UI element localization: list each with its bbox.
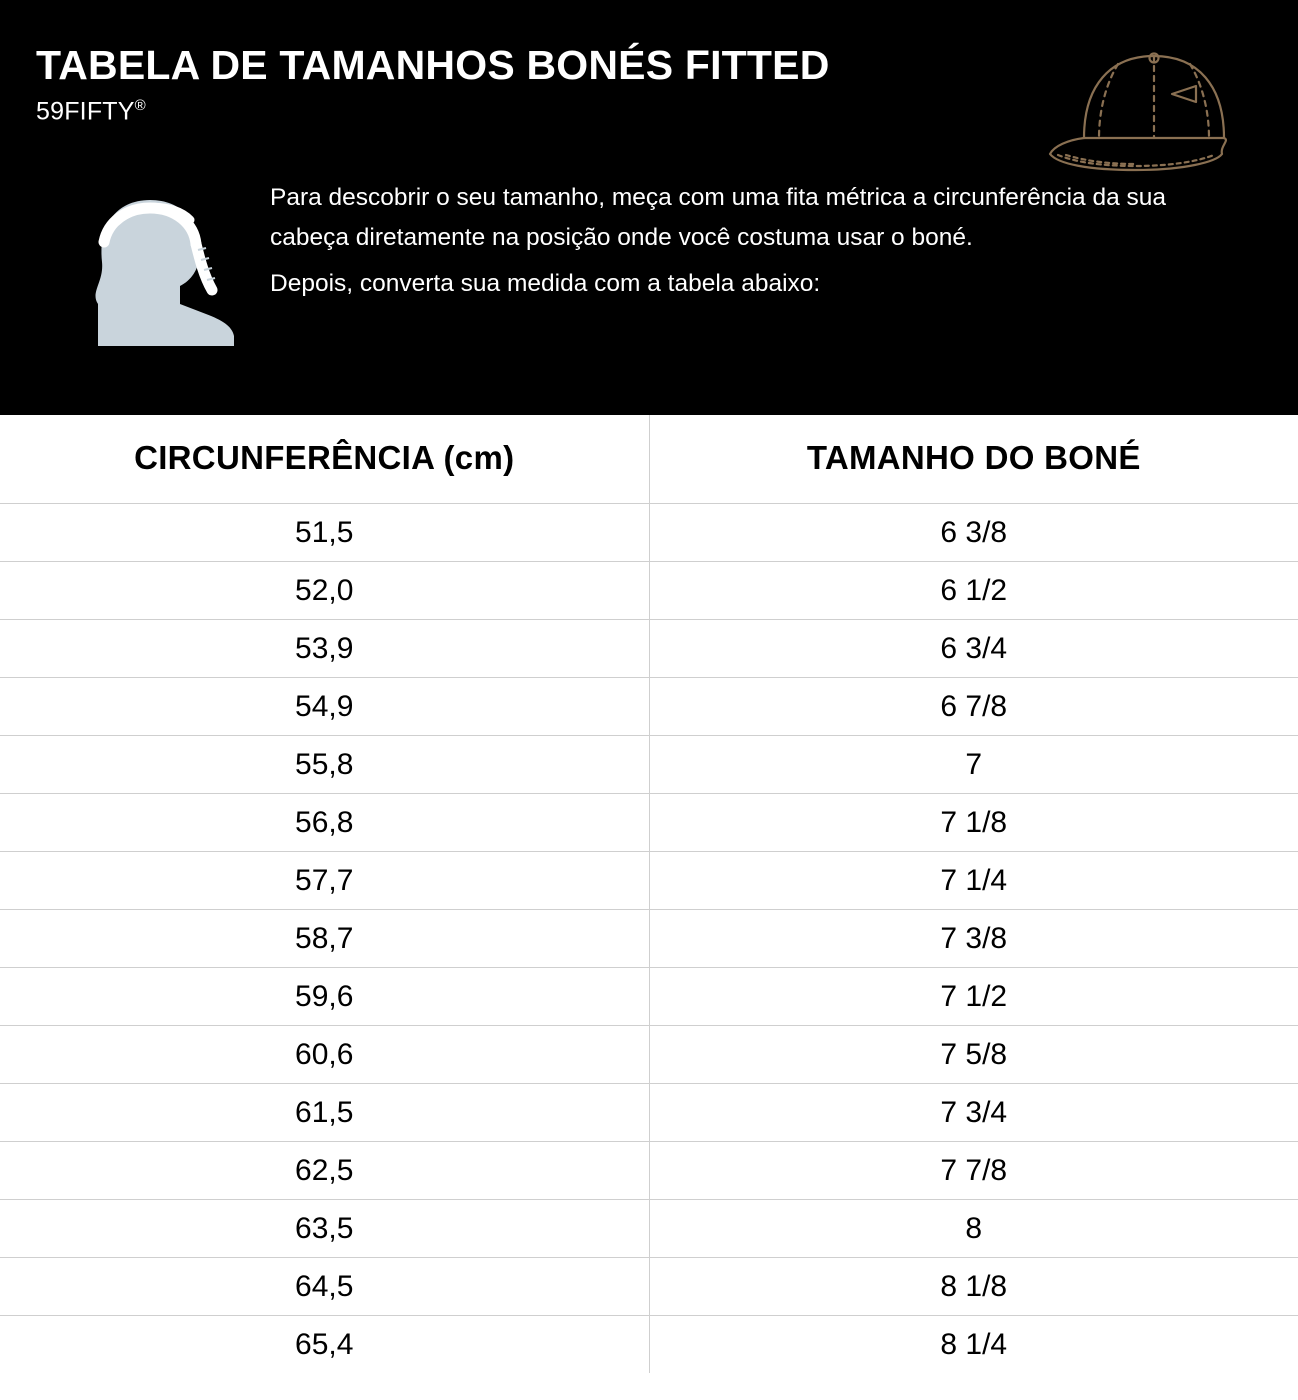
table-row (0, 852, 1298, 910)
cell-cap-size: 7 1/8 (649, 794, 1298, 852)
table-header-row (0, 415, 1298, 504)
size-conversion-table (0, 415, 1298, 1373)
cell-cap-size: 7 3/4 (649, 1084, 1298, 1142)
cell-circumference: 54,9 (0, 678, 649, 736)
cell-circumference: 53,9 (0, 620, 649, 678)
table-row (0, 1200, 1298, 1258)
column-header-circumference: CIRCUNFERÊNCIA (cm) (0, 415, 649, 504)
table-row (0, 562, 1298, 620)
cell-circumference: 51,5 (0, 504, 649, 562)
table-row (0, 1026, 1298, 1084)
cell-circumference: 58,7 (0, 910, 649, 968)
new-era-cap-icon (1044, 42, 1264, 177)
cell-circumference: 61,5 (0, 1084, 649, 1142)
table-row (0, 736, 1298, 794)
cell-cap-size: 7 5/8 (649, 1026, 1298, 1084)
cell-cap-size: 6 3/4 (649, 620, 1298, 678)
cell-cap-size: 8 1/4 (940, 1328, 1008, 1361)
cell-circumference: 64,5 (0, 1258, 649, 1316)
cell-cap-size: 6 3/8 (649, 504, 1298, 562)
cell-circumference: 59,6 (0, 968, 649, 1026)
table-row (0, 620, 1298, 678)
subtitle-text: 59FIFTY (36, 97, 135, 126)
instructions-text (270, 164, 1250, 309)
table-row (0, 910, 1298, 968)
cell-circumference: 55,8 (0, 736, 649, 794)
table-row (0, 794, 1298, 852)
cell-cap-size: 7 3/8 (649, 910, 1298, 968)
document-header (0, 0, 1298, 415)
table-row (0, 1316, 1298, 1374)
instructions-block (36, 164, 1262, 349)
table-row (0, 678, 1298, 736)
cell-circumference: 60,6 (0, 1026, 649, 1084)
registered-mark: ® (134, 97, 146, 115)
table-row (0, 968, 1298, 1026)
instruction-line-1: Para descobrir o seu tamanho, meça com uma fita métrica a circunferência da sua cabeça diretamente na posição onde você costuma usar o boné. (270, 184, 1167, 252)
page-title: TABELA DE TAMANHOS BONÉS FITTED (36, 42, 830, 88)
cell-cap-size: 8 (649, 1200, 1298, 1258)
cell-cap-size: 7 1/4 (649, 852, 1298, 910)
cell-circumference: 65,4 (0, 1316, 649, 1374)
cell-circumference: 56,8 (0, 794, 649, 852)
head-with-tape-measure-icon (54, 164, 244, 349)
cell-cap-size: 8 1/8 (649, 1258, 1298, 1316)
instruction-line-2: Depois, converta sua medida com a tabela abaixo: (270, 269, 821, 297)
cell-circumference: 63,5 (0, 1200, 649, 1258)
cell-cap-size: 6 7/8 (649, 678, 1298, 736)
table-row (0, 1084, 1298, 1142)
cell-cap-size: 6 1/2 (649, 562, 1298, 620)
table-row (0, 1258, 1298, 1316)
cell-circumference: 62,5 (0, 1142, 649, 1200)
cell-cap-size: 7 (649, 736, 1298, 794)
column-header-cap-size: TAMANHO DO BONÉ (649, 415, 1298, 504)
cell-circumference: 52,0 (0, 562, 649, 620)
table-row (0, 504, 1298, 562)
table-body (0, 504, 1298, 1374)
cell-cap-size: 7 1/2 (649, 968, 1298, 1026)
cell-circumference: 57,7 (0, 852, 649, 910)
cell-cap-size: 7 7/8 (649, 1142, 1298, 1200)
table-row (0, 1142, 1298, 1200)
